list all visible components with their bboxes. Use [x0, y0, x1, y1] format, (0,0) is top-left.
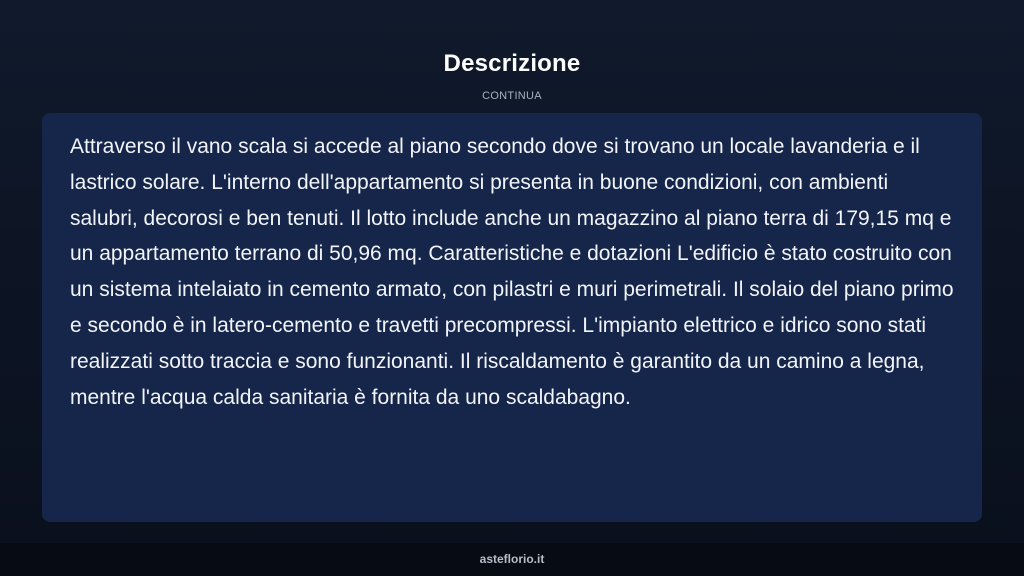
footer-site-name: asteflorio.it	[479, 552, 545, 566]
footer	[0, 543, 1024, 576]
page-subtitle: CONTINUA	[482, 90, 542, 102]
description-card	[42, 113, 982, 522]
page-title: Descrizione	[443, 50, 581, 77]
header	[0, 0, 1024, 110]
description-text: Attraverso il vano scala si accede al piano secondo dove si trovano un locale lavanderia e il lastrico solare. L'interno dell'appartamento si presenta in buone condizioni, con ambienti salubri, decorosi e ben tenuti. Il lotto include anche un magazzino al piano terra di 179,15 mq e un appartamento terrano di 50,96 mq. Caratteristiche e dotazioni L'edificio è stato costruito con un sistema intelaiato in cemento armato, con pilastri e muri perimetrali. Il solaio del piano primo e secondo è in latero-cemento e travetti precompressi. L'impianto elettrico e idrico sono stati realizzati sotto traccia e sono funzionanti. Il riscaldamento è garantito da un camino a legna, mentre l'acqua calda sanitaria è fornita da uno scaldabagno.	[70, 135, 954, 409]
